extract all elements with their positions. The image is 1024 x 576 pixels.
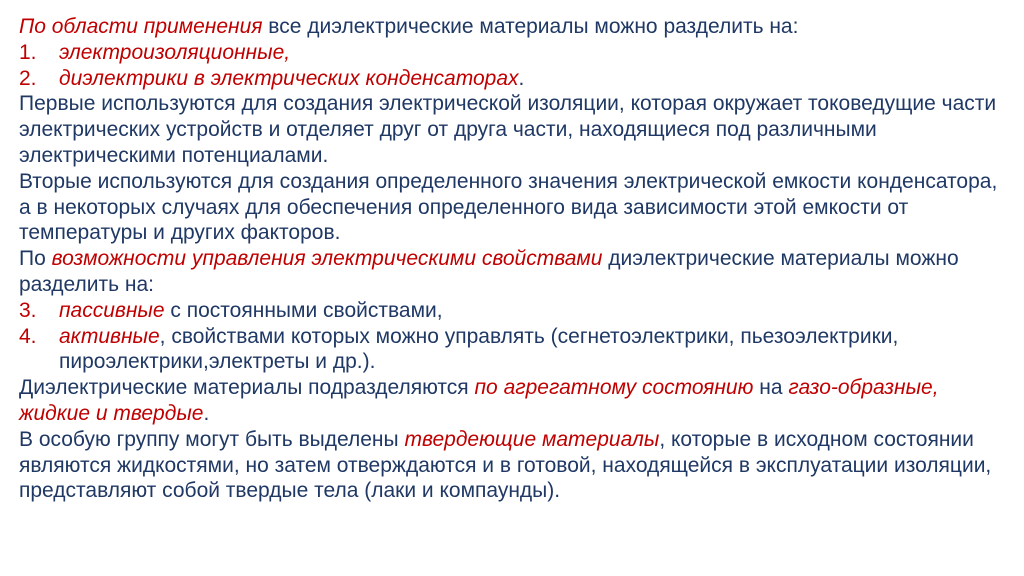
paragraph-scope-intro <box>19 14 1014 40</box>
term-active: активные <box>59 324 160 348</box>
list-item <box>19 40 1014 66</box>
paragraph-first-use: Первые используются для создания электрической изоляции, которая окружает токоведущие части электрических устройств и отделяет друг от друга части, находящиеся под различными электрическими потенциалами. <box>19 92 997 167</box>
list-item-text: , свойствами которых можно управлять (сегнетоэлектрики, пьезоэлектрики, пироэлектрики,электреты и др.). <box>59 324 899 374</box>
list-item <box>19 324 1014 376</box>
term-aggregate-state: по агрегатному состоянию <box>474 376 754 400</box>
paragraph-text: Диэлектрические материалы подразделяются <box>19 376 475 400</box>
list-number: 3. <box>19 298 37 322</box>
term-hardening-materials: твердеющие материалы <box>404 427 660 451</box>
list-item-text: с постоянными свойствами, <box>164 298 443 322</box>
paragraph-text: все диэлектрические материалы можно разделить на: <box>262 15 799 38</box>
term-electroinsulating: электроизоляционные, <box>59 40 291 64</box>
list-number: 4. <box>19 324 37 348</box>
term-states-list: газо-образные, жидкие и твердые <box>19 376 939 425</box>
term-passive: пассивные <box>59 298 165 322</box>
list-number: 2. <box>19 66 37 90</box>
list-item <box>19 66 1014 92</box>
paragraph-aggregate-state <box>19 375 1014 427</box>
list-number: 1. <box>19 40 37 64</box>
paragraph-text: , которые в исходном состоянии являются жидкостями, но затем отверждаются и в готовой, находящейся в эксплуатации изоляции, представляют собой твердые тела (лаки и компаунды). <box>19 427 992 503</box>
term-controllability: возможности управления электрическими свойствами <box>51 247 603 271</box>
slide-body <box>19 14 1014 504</box>
paragraph-control-intro <box>19 246 1014 298</box>
paragraph-text: В особую группу могут быть выделены <box>19 427 405 451</box>
list-item-period: . <box>518 66 525 90</box>
term-application-area: По области применения <box>19 15 263 38</box>
list-item <box>19 298 1014 324</box>
paragraph-hardening <box>19 427 1014 504</box>
paragraph-text: По <box>19 247 52 271</box>
paragraph-text: . <box>203 401 210 425</box>
paragraph-text: на <box>753 376 789 400</box>
paragraph-text: диэлектрические материалы можно разделить на: <box>19 247 959 296</box>
paragraph-second-use: Вторые используются для создания определенного значения электрической емкости конденсатора, а в некоторых случаях для обеспечения определенного вида зависимости этой емкости от температуры и других факторов. <box>19 169 998 245</box>
term-capacitor-dielectrics: диэлектрики в электрических конденсаторах <box>59 66 519 90</box>
